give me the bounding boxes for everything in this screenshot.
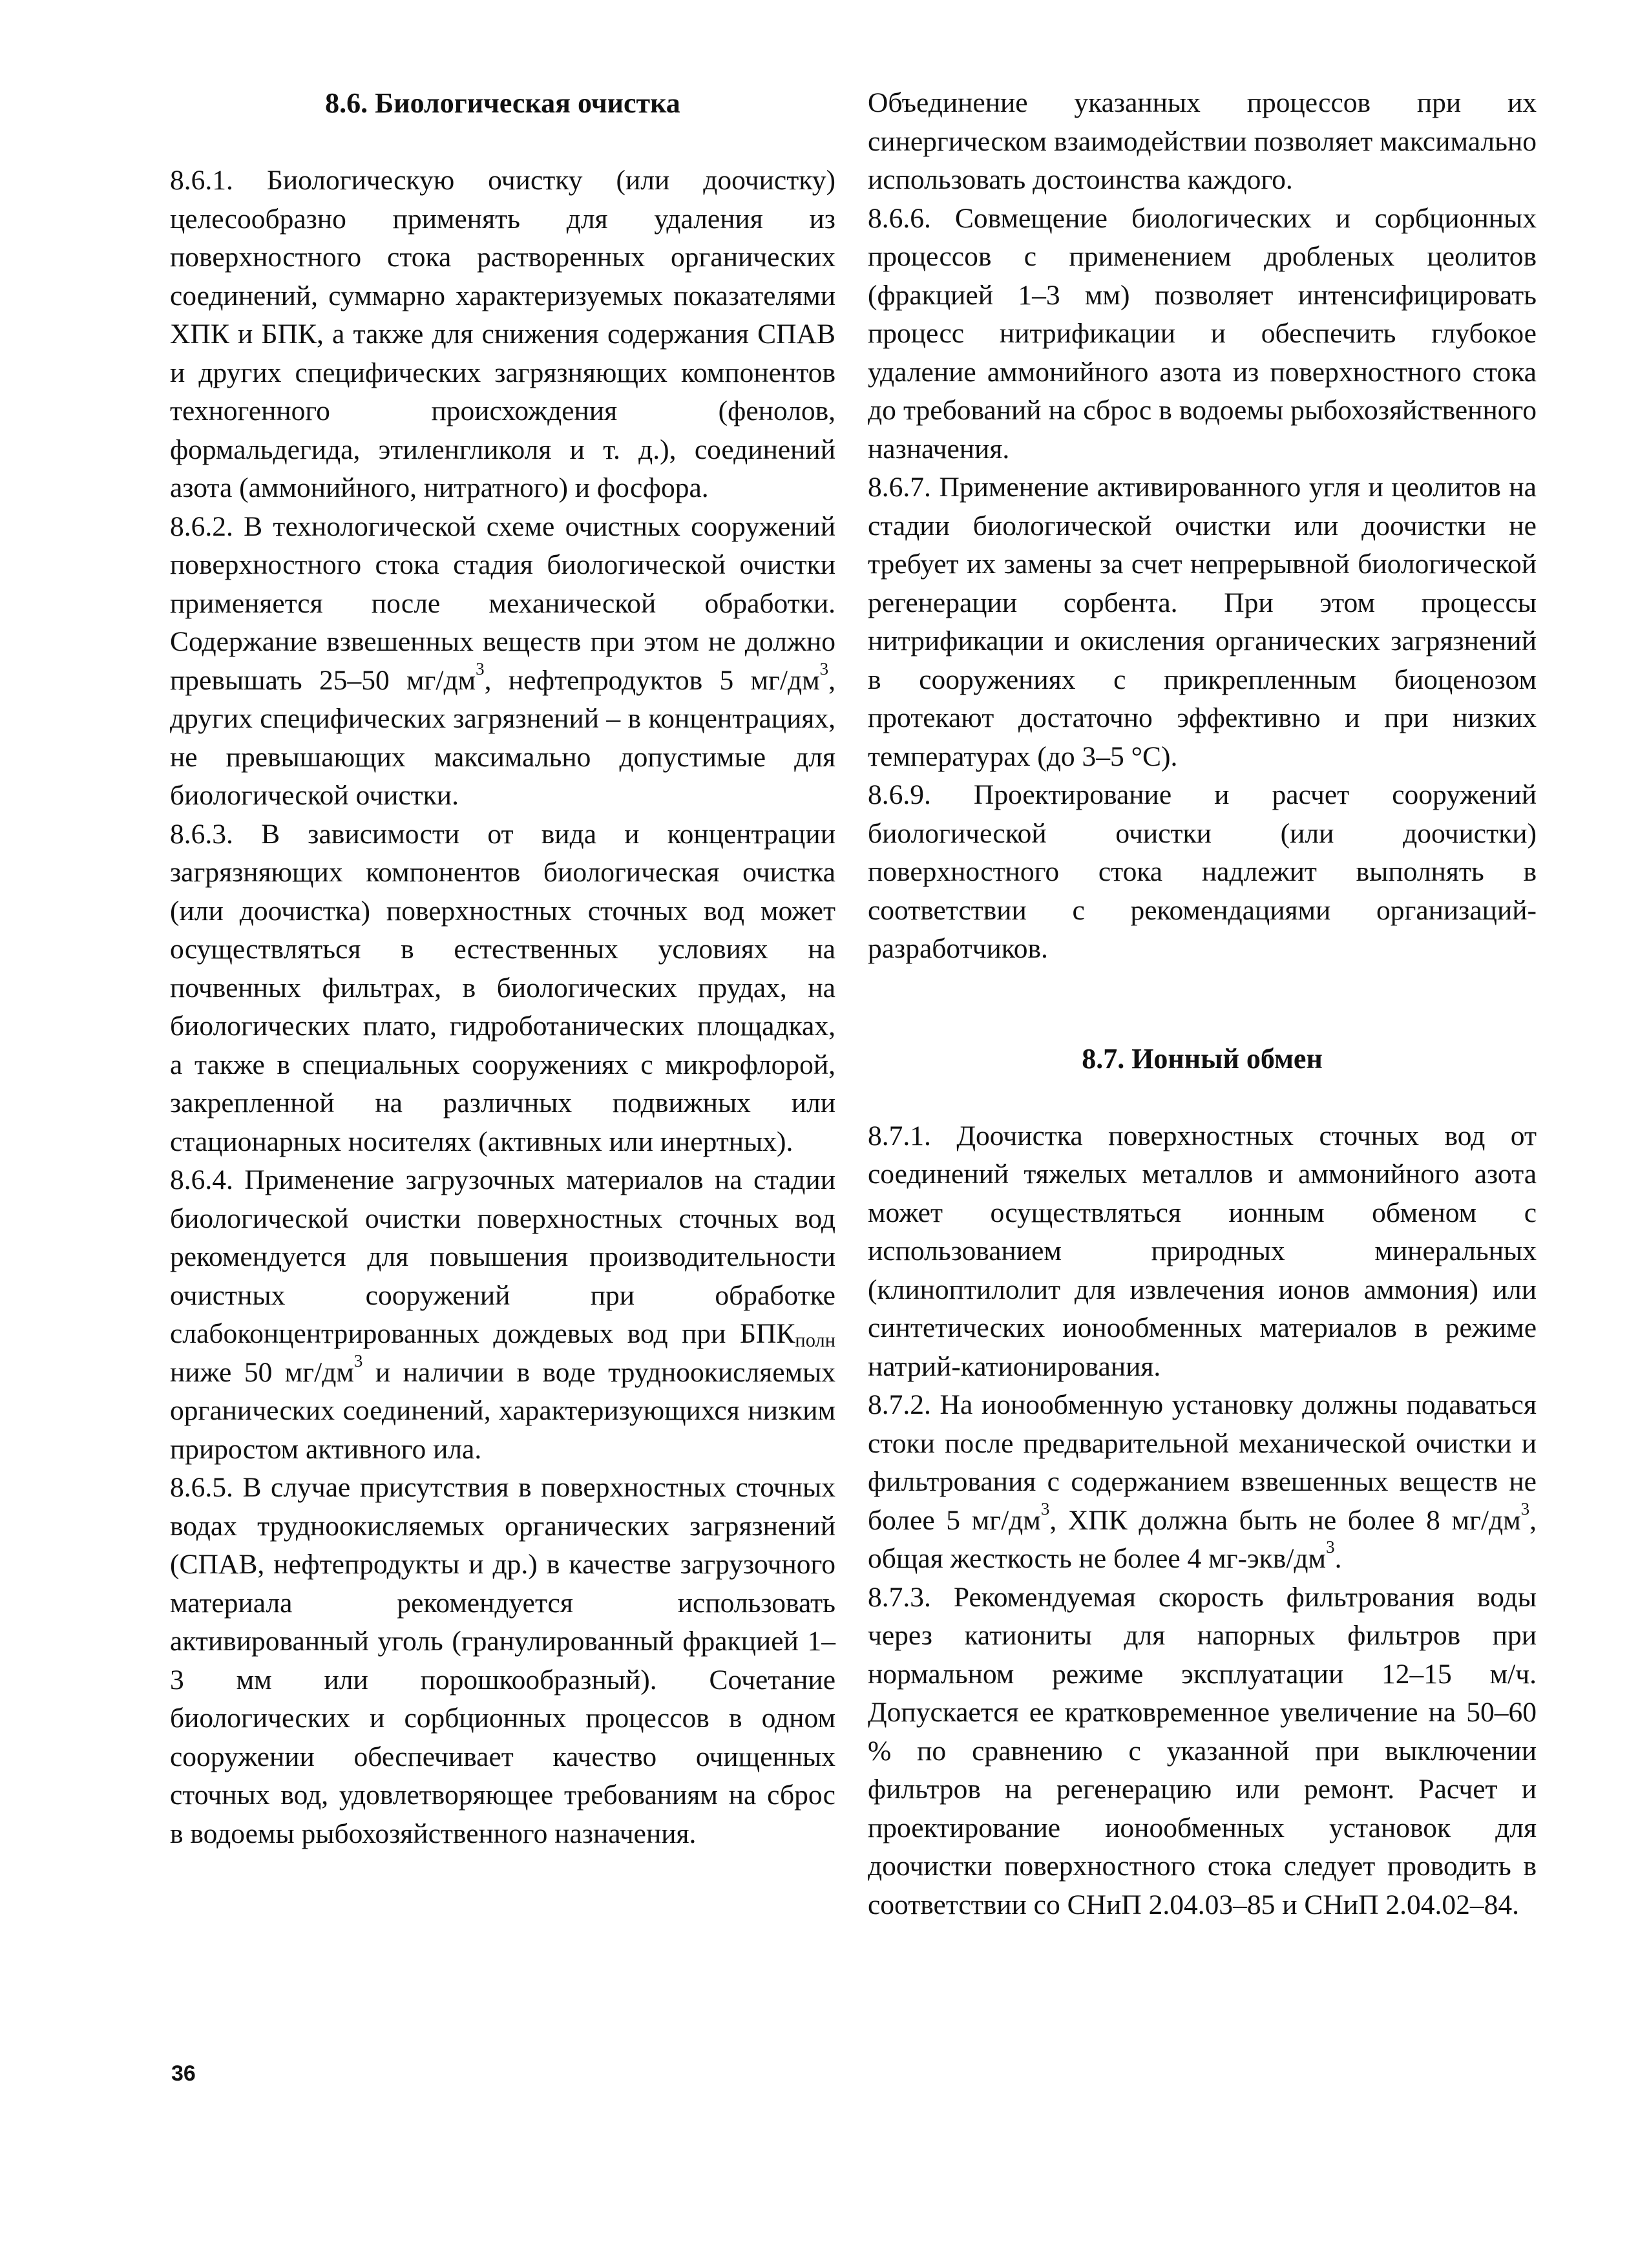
paragraph-8-6-1: 8.6.1. Биологическую очистку (или доочистку) целесообразно применять для удаления из поверхностного стока растворенных органических соединений, суммарно характеризуемых показателями ХПК и БПК, а также для снижения содержания СПАВ и других специфических загрязняющих компонентов техногенного происхождения (фенолов, формальдегида, этиленгликоля и т. д.), соединений азота (аммонийного, нитратного) и фосфора. — [170, 165, 835, 503]
paragraph-8-6-9: 8.6.9. Проектирование и расчет сооружений биологической очистки (или доочистки) поверхностного стока надлежит выполнять в соответствии с рекомендациями организаций-разработчиков. — [868, 779, 1537, 964]
paragraph-8-6-4: 8.6.4. Применение загрузочных материалов на стадии биологической очистки поверхностных сточных вод рекомендуется для повышения производительности очистных сооружений при обработке слабоконцентрированных дождевых вод при $БПК_{полн}$ ниже 50 $мг/дм^3$ и наличии в воде трудноокисляемых органических соединений, характеризующихся низким приростом активного ила. — [170, 1164, 835, 1465]
paragraph-8-6-2: 8.6.2. В технологической схеме очистных сооружений поверхностного стока стадия биологической очистки применяется после механической обработки. Содержание взвешенных веществ при этом не должно превышать 25–50 $мг/дм^3$, нефтепродуктов 5 $мг/дм^3$, других специфических загрязнений – в концентрациях, не превышающих максимально допустимые для биологической очистки. — [170, 510, 835, 811]
paragraph-8-6-7: 8.6.7. Применение активированного угля и цеолитов на стадии биологической очистки или доочистки не требует их замены за счет непрерывной биологической регенерации сорбента. При этом процессы нитрификации и окисления органических загрязнений в сооружениях с прикрепленным биоценозом протекают достаточно эффективно и при низких температурах (до 3–5 °С). — [868, 472, 1537, 772]
paragraph-8-7-3: 8.7.3. Рекомендуемая скорость фильтрования воды через катиониты для напорных фильтров при нормальном режиме эксплуатации 12–15 м/ч. Допускается ее кратковременное увеличение на 50–60 % по сравнению с указанной при выключении фильтров на регенерацию или ремонт. Расчет и проектирование ионообменных установок для доочистки поверхностного стока следует проводить в соответствии со СНиП 2.04.03–85 и СНиП 2.04.02–84. — [868, 1581, 1537, 1920]
paragraph-8-7-2: 8.7.2. На ионообменную установку должны подаваться стоки после предварительной механической очистки и фильтрования с содержанием взвешенных веществ не более 5 $мг/дм^3$, ХПК должна быть не более 8 $мг/дм^3$, общая жесткость не более 4 $мг-экв/дм^3$. — [868, 1389, 1537, 1574]
paragraph-8-6-5: 8.6.5. В случае присутствия в поверхностных сточных водах трудноокисляемых органических загрязнений (СПАВ, нефтепродукты и др.) в качестве загрузочного материала рекомендуется использовать активированный уголь (гранулированный фракцией 1–3 мм или порошкообразный). Сочетание биологических и сорбционных процессов в одном сооружении обеспечивает качество очищенных сточных вод, удовлетворяющее требованиям на сброс в водоемы рыбохозяйственного назначения. — [170, 1472, 835, 1849]
paragraph-8-6-3: 8.6.3. В зависимости от вида и концентрации загрязняющих компонентов биологическая очистка (или доочистка) поверхностных сточных вод может осуществляться в естественных условиях на почвенных фильтрах, в биологических прудах, на биологических плато, гидроботанических площадках, а также в специальных сооружениях с микрофлорой, закрепленной на различных подвижных или стационарных носителях (активных или инертных). — [170, 818, 835, 1157]
paragraph-8-7-1: 8.7.1. Доочистка поверхностных сточных вод от соединений тяжелых металлов и аммонийного азота может осуществляться ионным обменом с использованием природных минеральных (клиноптилолит для извлечения ионов аммония) или синтетических ионообменных материалов в режиме натрий-катионирования. — [868, 1120, 1537, 1382]
page-number: 36 — [171, 2061, 196, 2086]
section-heading-8-7: 8.7. Ионный обмен — [1082, 1042, 1323, 1075]
section-heading-8-6: 8.6. Биологическая очистка — [325, 87, 680, 119]
paragraph-continuation: Объединение указанных процессов при их синергическом взаимодействии позволяет максимально использовать достоинства каждого. — [868, 87, 1537, 195]
left-column — [170, 84, 835, 1853]
paragraph-8-6-6: 8.6.6. Совмещение биологических и сорбционных процессов с применением дробленых цеолитов (фракцией 1–3 мм) позволяет интенсифицировать процесс нитрификации и обеспечить глубокое удаление аммонийного азота из поверхностного стока до требований на сброс в водоемы рыбохозяйственного назначения. — [868, 202, 1537, 465]
right-column — [868, 84, 1537, 1924]
